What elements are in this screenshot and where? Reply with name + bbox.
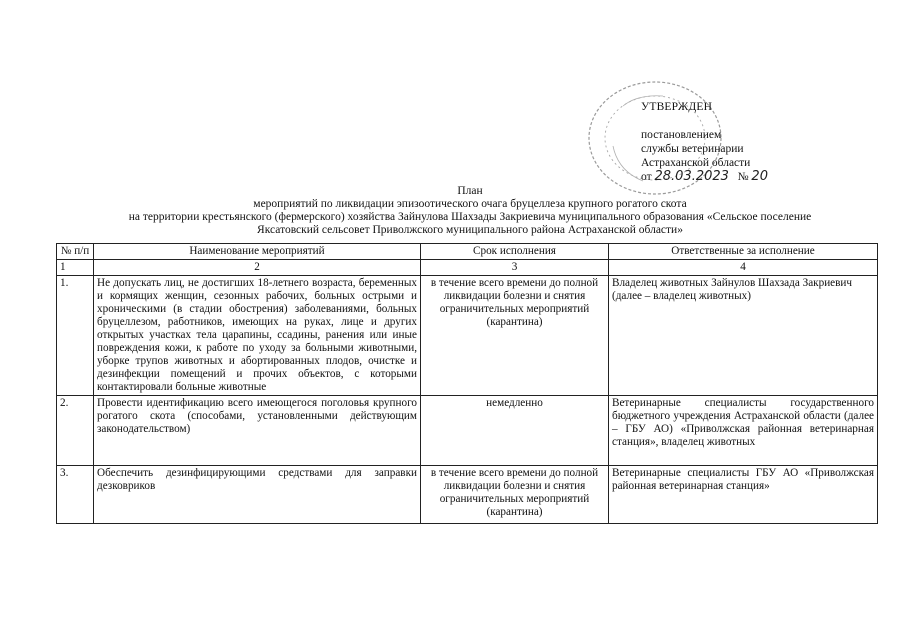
table-row <box>57 396 878 466</box>
row-number: 2. <box>57 396 94 466</box>
number-prefix: № <box>737 171 749 183</box>
title-line-3: на территории крестьянского (фермерского) хозяйства Зайнулова Шахзады Закриевича муниципального образования «Сельское поселение <box>128 211 812 223</box>
table-row <box>57 466 878 524</box>
row-responsible: Владелец животных Зайнулов Шахзада Закриевич (далее – владелец животных) <box>609 276 878 396</box>
header-term: Срок исполнения <box>421 244 609 260</box>
title-plan: План <box>457 185 483 197</box>
row-number: 3. <box>57 466 94 524</box>
title-line-4: Яксатовский сельсовет Приволжского муниципального района Астраханской области» <box>257 224 683 236</box>
title-line-2: мероприятий по ликвидации эпизоотического очага бруцеллеза крупного рогатого скота <box>253 198 687 210</box>
approval-line-1: постановлением <box>641 129 722 141</box>
table-row <box>57 276 878 396</box>
approval-date: 28.03.2023 <box>654 169 729 184</box>
header-responsible: Ответственные за исполнение <box>609 244 878 260</box>
approval-heading: УТВЕРЖДЕН <box>641 101 713 113</box>
row-number: 1. <box>57 276 94 396</box>
approval-number: 20 <box>751 169 768 184</box>
column-number-1: 1 <box>57 260 94 276</box>
approval-line-2: службы ветеринарии <box>641 143 744 155</box>
table-header-row <box>57 244 878 260</box>
approval-block <box>641 100 768 184</box>
table-column-numbers-row <box>57 260 878 276</box>
row-responsible: Ветеринарные специалисты государственного бюджетного учреждения Астраханской области (далее – ГБУ АО) «Приволжская районная ветеринарная станция», владелец животных <box>609 396 878 466</box>
row-action: Обеспечить дезинфицирующими средствами для заправки дезковриков <box>94 466 421 524</box>
row-action: Провести идентификацию всего имеющегося поголовья крупного рогатого скота (способами, установленными действующим законодательством) <box>94 396 421 466</box>
approval-date-line <box>641 170 768 184</box>
measures-table <box>56 243 878 524</box>
row-responsible: Ветеринарные специалисты ГБУ АО «Приволжская районная ветеринарная станция» <box>609 466 878 524</box>
date-prefix: от <box>641 171 652 183</box>
row-action: Не допускать лиц, не достигших 18-летнего возраста, беременных и кормящих женщин, сезонных рабочих, больных острыми и хроническими (в стадии обострения) заболеваниями, больных бруцеллезом, работников, имеющих на руках, лице и других открытых участках тела царапины, ссадины, ранения или иные повреждения кожи, к работе по уходу за больными животными, уборке трупов животных и абортированных плодов, очистке и дезинфекции помещений и прочих объектов, с которыми контактировали больные животные <box>94 276 421 396</box>
header-number: № п/п <box>57 244 94 260</box>
row-term: в течение всего времени до полной ликвидации болезни и снятия ограничительных мероприятий (карантина) <box>421 466 609 524</box>
header-action: Наименование мероприятий <box>94 244 421 260</box>
document-title <box>40 185 900 237</box>
column-number-3: 3 <box>421 260 609 276</box>
row-term: в течение всего времени до полной ликвидации болезни и снятия ограничительных мероприятий (карантина) <box>421 276 609 396</box>
row-term: немедленно <box>421 396 609 466</box>
approval-line-3: Астраханской области <box>641 157 751 169</box>
column-number-2: 2 <box>94 260 421 276</box>
column-number-4: 4 <box>609 260 878 276</box>
